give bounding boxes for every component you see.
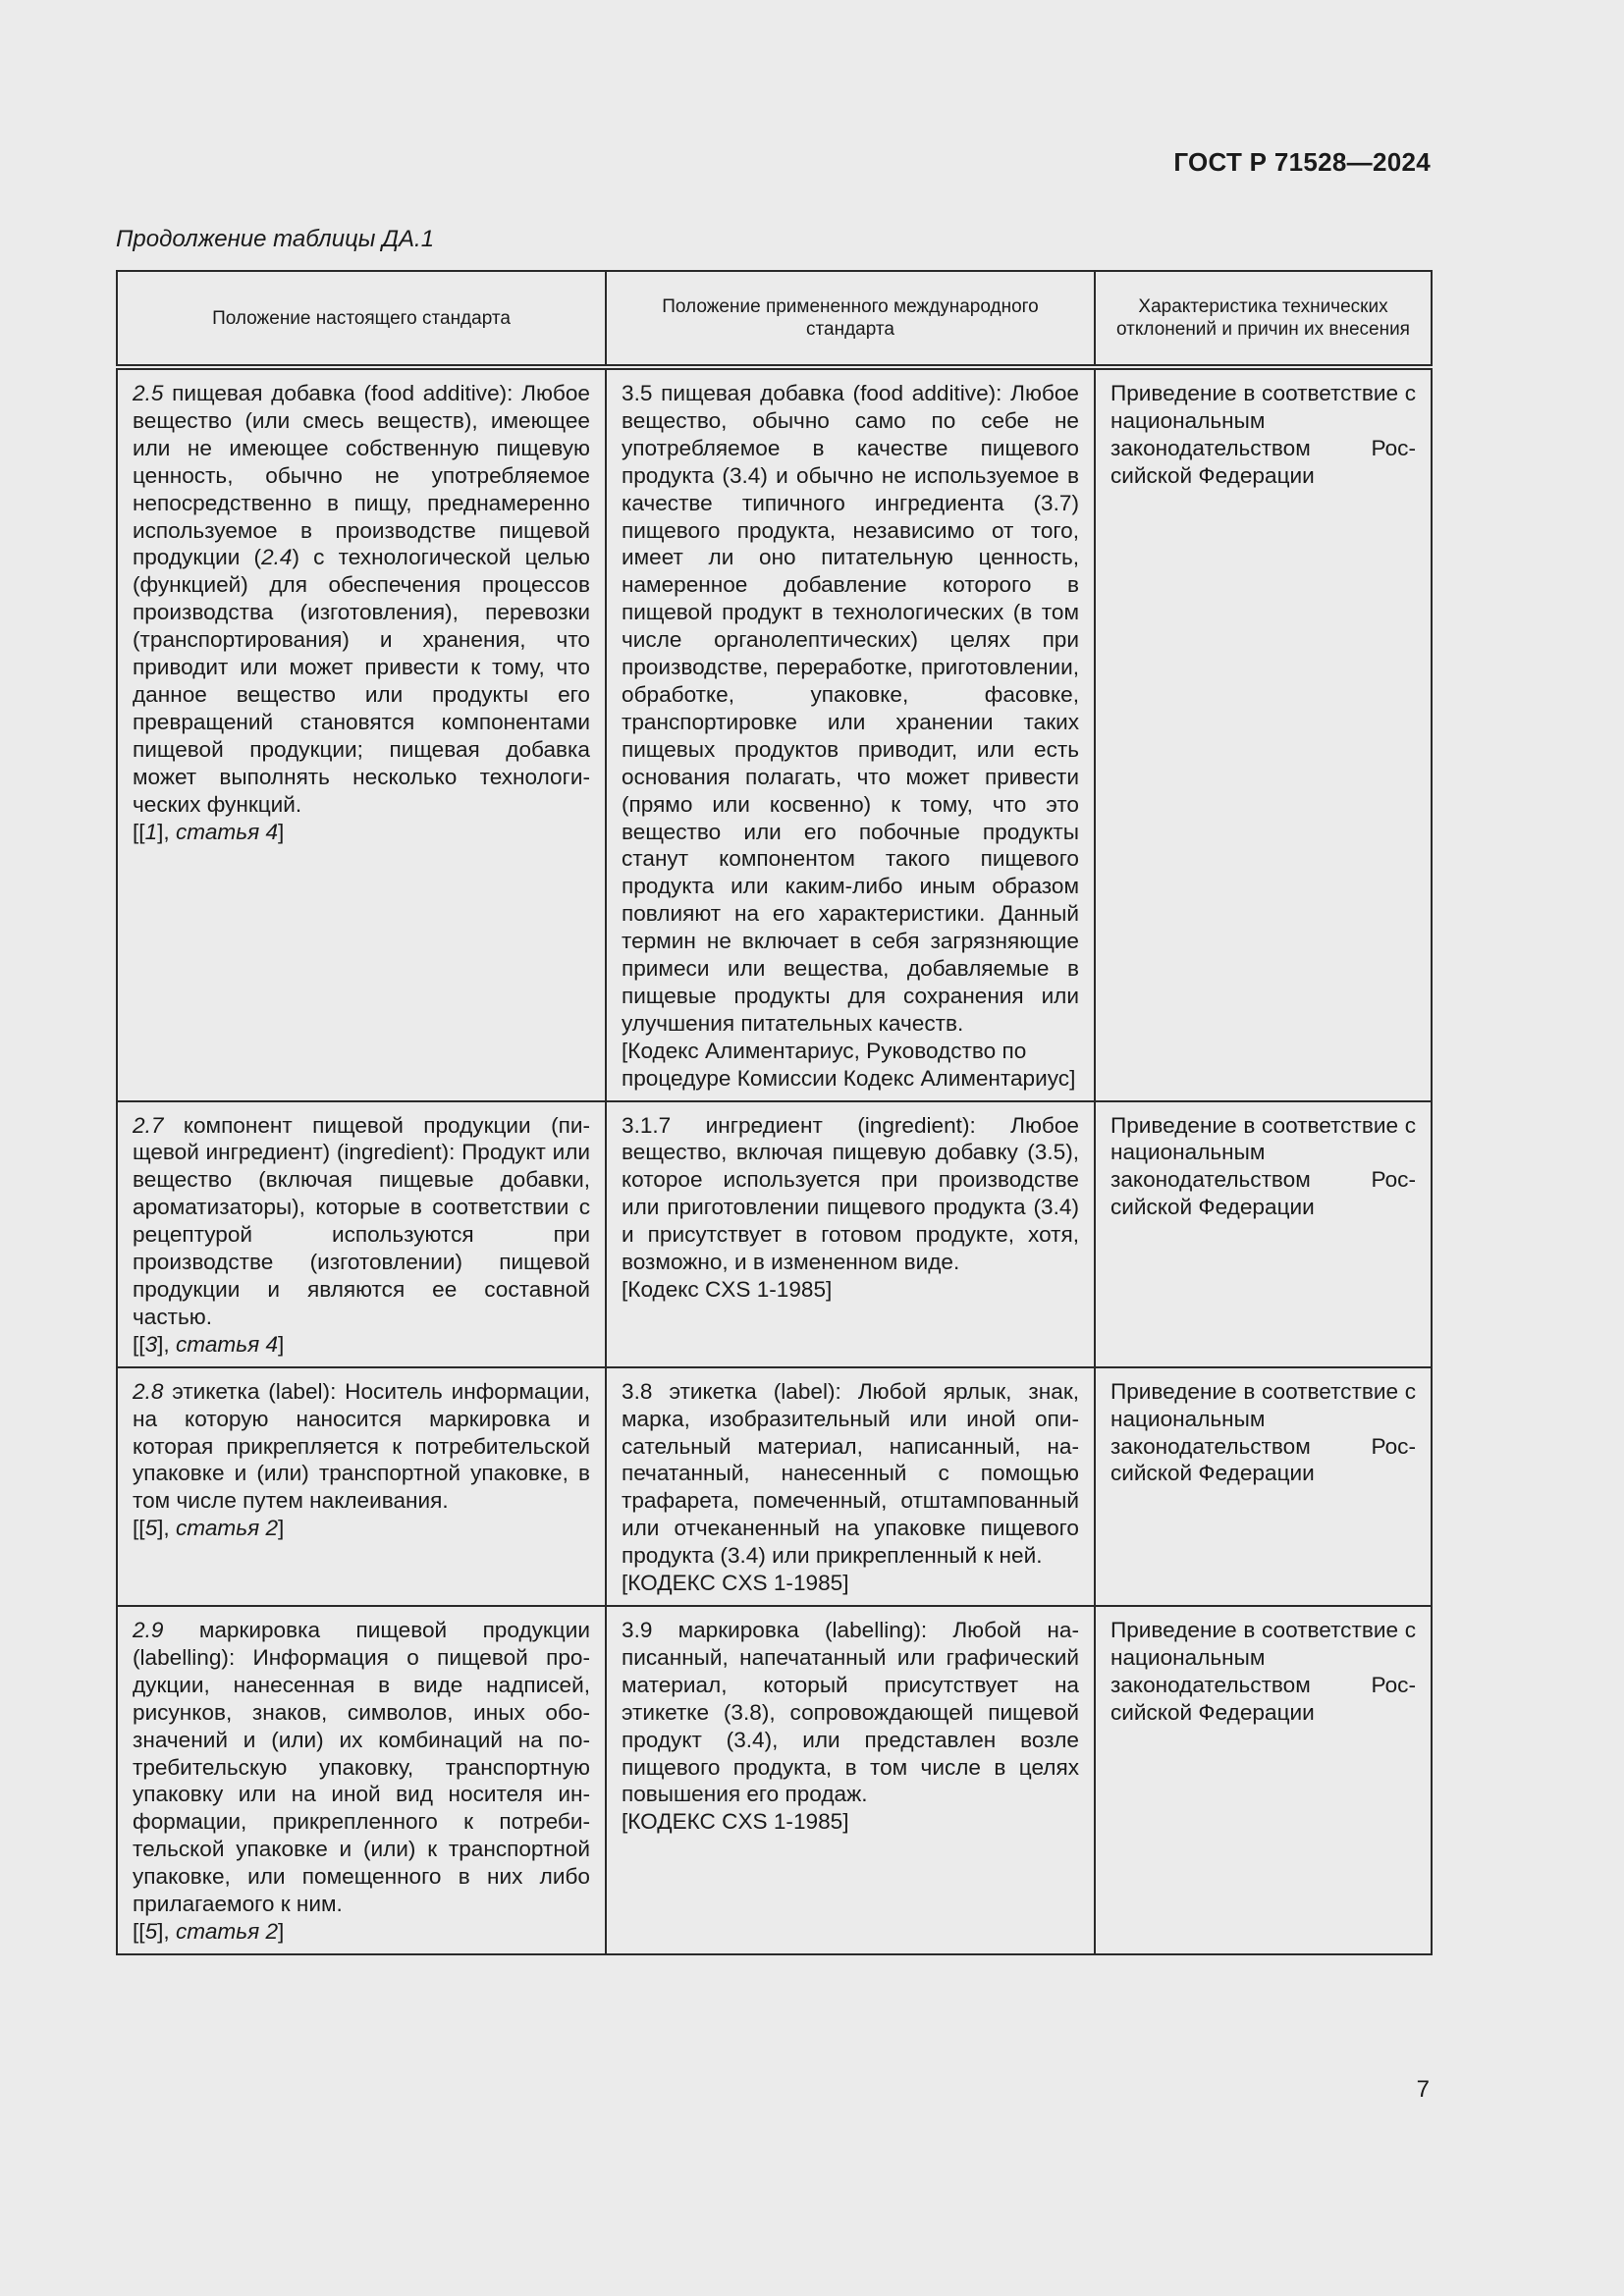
national-standard-cell: [117, 1606, 606, 1954]
source-reference: [[5], статья 2]: [133, 1516, 285, 1541]
clause-text: компонент пищевой продукции (пищевой ингредиент) (ingredient): Продукт или вещество (включая пищевые добавки, ароматизаторы), которые в соответствии с рецептурой используются при производстве (изготовлении) пищевой продукции и являются ее составной частью.: [133, 1112, 590, 1329]
deviation-cell: [1095, 1606, 1432, 1954]
table-row: [117, 1367, 1432, 1606]
deviation-cell: [1095, 367, 1432, 1101]
table-row: [117, 1606, 1432, 1954]
table-caption: Продолжение таблицы ДА.1: [116, 226, 435, 252]
source-reference: [[3], статья 4]: [133, 1331, 285, 1357]
clause-cross-ref: 2.4: [261, 545, 293, 570]
header-deviations: Характеристика технических отклонений и причин их внесения: [1095, 271, 1432, 367]
clause-text: этикетка (label): Носитель информации, на которую наносится маркировка и которая прикрепляется к потребительской упаковке и (или) транспортной упаковке, в том числе путем наклеивания.: [133, 1378, 590, 1514]
international-clause-text: 3.9 маркировка (labelling): Любой написанный, напечатанный или графический материал, который присутствует на этикетке (3.8), сопровождающей пищевой продукт (3.4), или представлен возле пищевого продукта, в том числе в целях повышения его продаж.: [622, 1617, 1079, 1807]
source-article: статья 4: [175, 819, 279, 844]
source-article: статья 4: [175, 1331, 279, 1357]
comparison-table: [116, 270, 1433, 1955]
international-standard-cell: [606, 1367, 1095, 1606]
clause-number: 2.8: [133, 1378, 164, 1404]
national-standard-cell: [117, 367, 606, 1101]
table-row: [117, 367, 1432, 1101]
international-standard-cell: [606, 1101, 1095, 1367]
clause-number: 2.5: [133, 381, 164, 405]
header-national-standard: Положение настоящего стандарта: [117, 271, 606, 367]
source-number: 1: [144, 819, 158, 844]
deviation-text: Приведение в соответствие с национальным законодательством Российской Федерации: [1110, 381, 1416, 488]
international-source-reference: [Кодекс Алиментариус, Руководство по процедуре Комиссии Кодекс Алиментариус]: [622, 1038, 1076, 1091]
source-reference: [[5], статья 2]: [133, 1918, 285, 1944]
deviation-cell: [1095, 1101, 1432, 1367]
international-clause-text: 3.8 этикетка (label): Любой ярлык, знак, марка, изобразительный или иной описательный материал, написанный, напечатанный, нанесенный с помощью трафарета, помеченный, отштампованный или отчеканенный на упаковке пищевого продукта (3.4) или прикрепленный к ней.: [622, 1378, 1079, 1569]
source-number: 5: [144, 1516, 158, 1541]
national-standard-cell: [117, 1101, 606, 1367]
source-article: статья 2: [175, 1918, 279, 1944]
international-clause-text: 3.5 пищевая добавка (food additive): Любое вещество, обычно само по себе не употребляемое в качестве пищевого продукта (3.4) и обычно не используемое в качестве типичного ингредиента (3.7) пищевого продукта, независимо от того, имеет ли оно питательную ценность, намеренное добавление которого в пищевой продукт в технологических (в том числе органолептических) целях при производстве, переработке, приготовлении, обработке, упаковке, фасовке, транспортировке или хранении таких пищевых продуктов приводит, или есть основания полагать, что может привести (прямо или косвенно) к тому, что это вещество или его побочные продукты станут компонентом такого пищевого продукта или каким-либо иным образом повлияют на его характеристики. Данный термин не включает в себя загрязняющие примеси или вещества, добавляемые в пищевые продукты для сохранения или улучшения питательных качеств.: [622, 381, 1079, 1036]
clause-text: маркировка пищевой продукции (labelling): Информация о пищевой продукции, нанесенная в виде надписей, рисунков, знаков, символов, иных обозначений и (или) их комбинаций на потребительскую упаковку, транспортную упаковку или на иной вид носителя информации, прикрепленного к потребительской упаковке и (или) к транспортной упаковке, или помещенного в них либо прилагаемого к ним.: [133, 1617, 590, 1917]
deviation-text: Приведение в соответствие с национальным законодательством Российской Федерации: [1110, 1112, 1416, 1220]
international-source-reference: [КОДЕКС CXS 1-1985]: [622, 1571, 849, 1596]
international-standard-cell: [606, 1606, 1095, 1954]
international-source-reference: [КОДЕКС CXS 1-1985]: [622, 1809, 849, 1835]
international-source-reference: [Кодекс CXS 1-1985]: [622, 1277, 833, 1302]
table-header-row: [117, 271, 1432, 367]
clause-text: пищевая добавка (food additive): Любое вещество (или смесь веществ), имеющее или не имеющее собственную пищевую ценность, обычно не употребляемое непосредственно в пищу, преднамеренно используемое в производстве пищевой продукции (: [133, 381, 590, 570]
clause-text-continued: ) с технологической целью (функцией) для обеспечения процессов производства (изготовления), перевозки (транспортирования) и хранения, что приводит или может привести к тому, что данное вещество или продукты его превращений становятся компонентами пищевой продукции; пищевая добавка может выполнять несколько технологических функций.: [133, 545, 591, 817]
international-standard-cell: [606, 367, 1095, 1101]
source-article: статья 2: [175, 1516, 279, 1541]
deviation-text: Приведение в соответствие с национальным законодательством Российской Федерации: [1110, 1378, 1416, 1486]
clause-number: 2.7: [133, 1112, 164, 1138]
header-international-standard: Положение примененного международного стандарта: [606, 271, 1095, 367]
document-code: ГОСТ Р 71528—2024: [1173, 147, 1431, 177]
national-standard-cell: [117, 1367, 606, 1606]
source-number: 3: [144, 1331, 158, 1357]
source-number: 5: [144, 1918, 158, 1944]
deviation-cell: [1095, 1367, 1432, 1606]
clause-number: 2.9: [133, 1617, 164, 1642]
table-row: [117, 1101, 1432, 1367]
international-clause-text: 3.1.7 ингредиент (ingredient): Любое вещество, включая пищевую добавку (3.5), которое используется при производстве или приготовлении пищевого продукта (3.4) и присутствует в готовом продукте, хотя, возможно, и в измененном виде.: [622, 1112, 1079, 1275]
deviation-text: Приведение в соответствие с национальным законодательством Российской Федерации: [1110, 1617, 1416, 1725]
page-number: 7: [1416, 2076, 1430, 2103]
source-reference: [[1], статья 4]: [133, 819, 285, 844]
